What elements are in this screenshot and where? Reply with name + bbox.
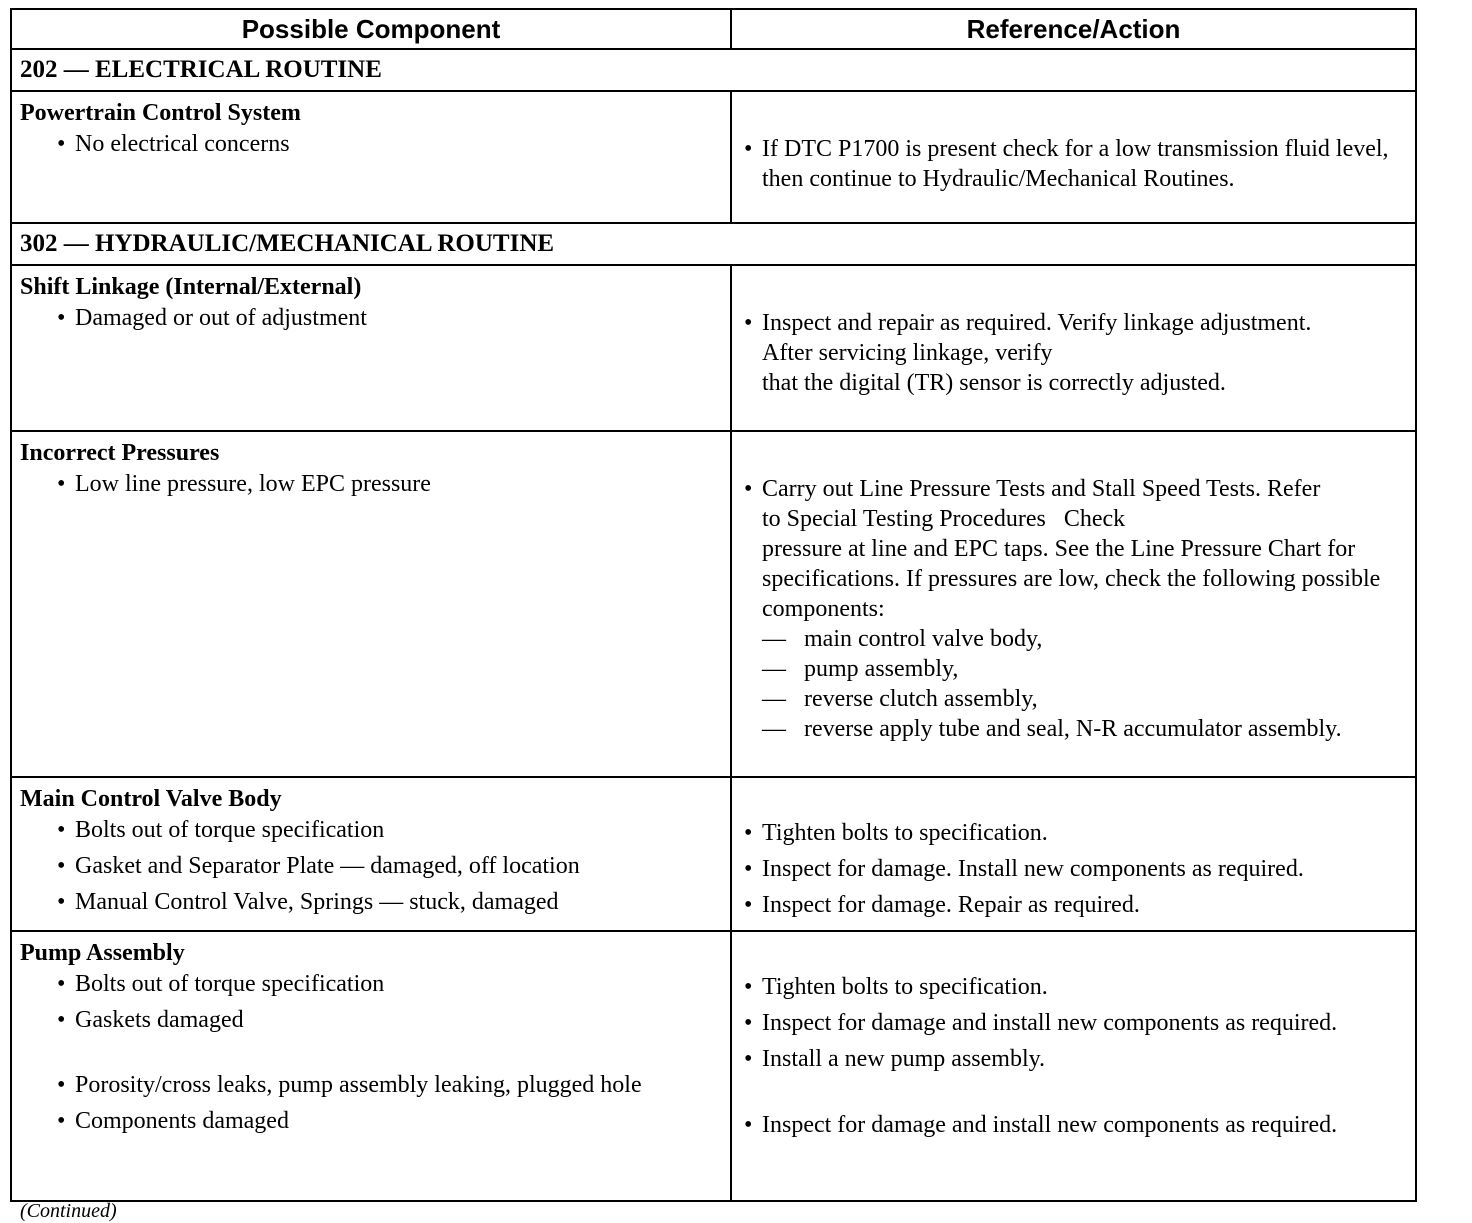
dash-mark: — — [762, 716, 786, 742]
component-item: • Manual Control Valve, Springs — stuck, damaged — [57, 888, 722, 917]
action-line: to Special Testing Procedures Check — [762, 506, 1126, 532]
header-possible-component: Possible Component — [11, 9, 731, 49]
action-line: that the digital (TR) sensor is correctly adjusted. — [762, 370, 1226, 396]
header-reference-action: Reference/Action — [731, 9, 1416, 49]
component-list-item — [762, 624, 1407, 654]
action-item: • Tighten bolts to specification. — [744, 972, 1407, 1002]
component-list-text: reverse clutch assembly, — [804, 686, 1038, 712]
action-cell — [731, 265, 1416, 431]
component-item: • Gasket and Separator Plate — damaged, off location — [57, 852, 722, 881]
header-row — [11, 9, 1416, 49]
action-item: • Inspect for damage. Repair as required. — [744, 890, 1407, 920]
action-item — [744, 308, 1407, 398]
group-title: Shift Linkage (Internal/External) — [20, 274, 362, 300]
section-row-hydraulic — [11, 223, 1416, 265]
action-cell — [731, 91, 1416, 223]
diagnostic-table — [10, 8, 1417, 1202]
component-item: • Gaskets damaged — [57, 1006, 722, 1035]
action-cell — [731, 777, 1416, 931]
action-line: After servicing linkage, verify — [762, 340, 1053, 366]
group-title: Incorrect Pressures — [20, 440, 220, 466]
section-title-hydraulic: 302 — HYDRAULIC/MECHANICAL ROUTINE — [11, 223, 1416, 265]
component-cell — [11, 431, 731, 777]
action-item: • Inspect for damage. Install new components as required. — [744, 854, 1407, 884]
component-item: • Bolts out of torque specification — [57, 816, 722, 845]
component-item: • Porosity/cross leaks, pump assembly leaking, plugged hole — [57, 1071, 722, 1100]
component-cell — [11, 91, 731, 223]
action-line: • Inspect and repair as required. Verify linkage adjustment. — [762, 310, 1312, 336]
action-line: • Carry out Line Pressure Tests and Stall Speed Tests. Refer — [762, 476, 1321, 502]
component-cell — [11, 265, 731, 431]
action-item: • Tighten bolts to specification. — [744, 818, 1407, 848]
action-item: • Inspect for damage and install new components as required. — [744, 1110, 1407, 1140]
component-list-item — [762, 684, 1407, 714]
group-title: Main Control Valve Body — [20, 786, 282, 812]
component-item: • Damaged or out of adjustment — [57, 304, 722, 333]
action-item: • If DTC P1700 is present check for a low transmission fluid level, then continue to Hydraulic/Mechanical Routines. — [744, 134, 1407, 194]
component-cell — [11, 931, 731, 1201]
group-row-pump — [11, 931, 1416, 1201]
action-cell — [731, 431, 1416, 777]
diagnostic-table-page — [10, 8, 1415, 1202]
group-row-valvebody — [11, 777, 1416, 931]
continued-note: (Continued) — [20, 1200, 117, 1222]
action-item: • Inspect for damage and install new components as required. — [744, 1008, 1407, 1038]
action-item — [744, 474, 1407, 744]
group-row-powertrain — [11, 91, 1416, 223]
section-title-electrical: 202 — ELECTRICAL ROUTINE — [11, 49, 1416, 91]
action-item: • Install a new pump assembly. — [744, 1044, 1407, 1074]
group-title: Powertrain Control System — [20, 100, 301, 126]
section-row-electrical — [11, 49, 1416, 91]
group-row-pressures — [11, 431, 1416, 777]
component-item: • Low line pressure, low EPC pressure — [57, 470, 722, 499]
component-list-item — [762, 654, 1407, 684]
component-cell — [11, 777, 731, 931]
component-item: • Bolts out of torque specification — [57, 970, 722, 999]
group-row-linkage — [11, 265, 1416, 431]
action-cell — [731, 931, 1416, 1201]
dash-mark: — — [762, 686, 786, 712]
component-list-item — [762, 714, 1407, 744]
component-list-text: pump assembly, — [804, 656, 959, 682]
component-item: • Components damaged — [57, 1107, 722, 1136]
dash-mark: — — [762, 656, 786, 682]
dash-mark: — — [762, 626, 786, 652]
group-title: Pump Assembly — [20, 940, 185, 966]
component-item: • No electrical concerns — [57, 130, 722, 159]
component-list-text: main control valve body, — [804, 626, 1043, 652]
action-line: pressure at line and EPC taps. See the Line Pressure Chart for specifications. If pressures are low, check the following possible components: — [762, 536, 1381, 622]
component-list-text: reverse apply tube and seal, N-R accumulator assembly. — [804, 716, 1342, 742]
